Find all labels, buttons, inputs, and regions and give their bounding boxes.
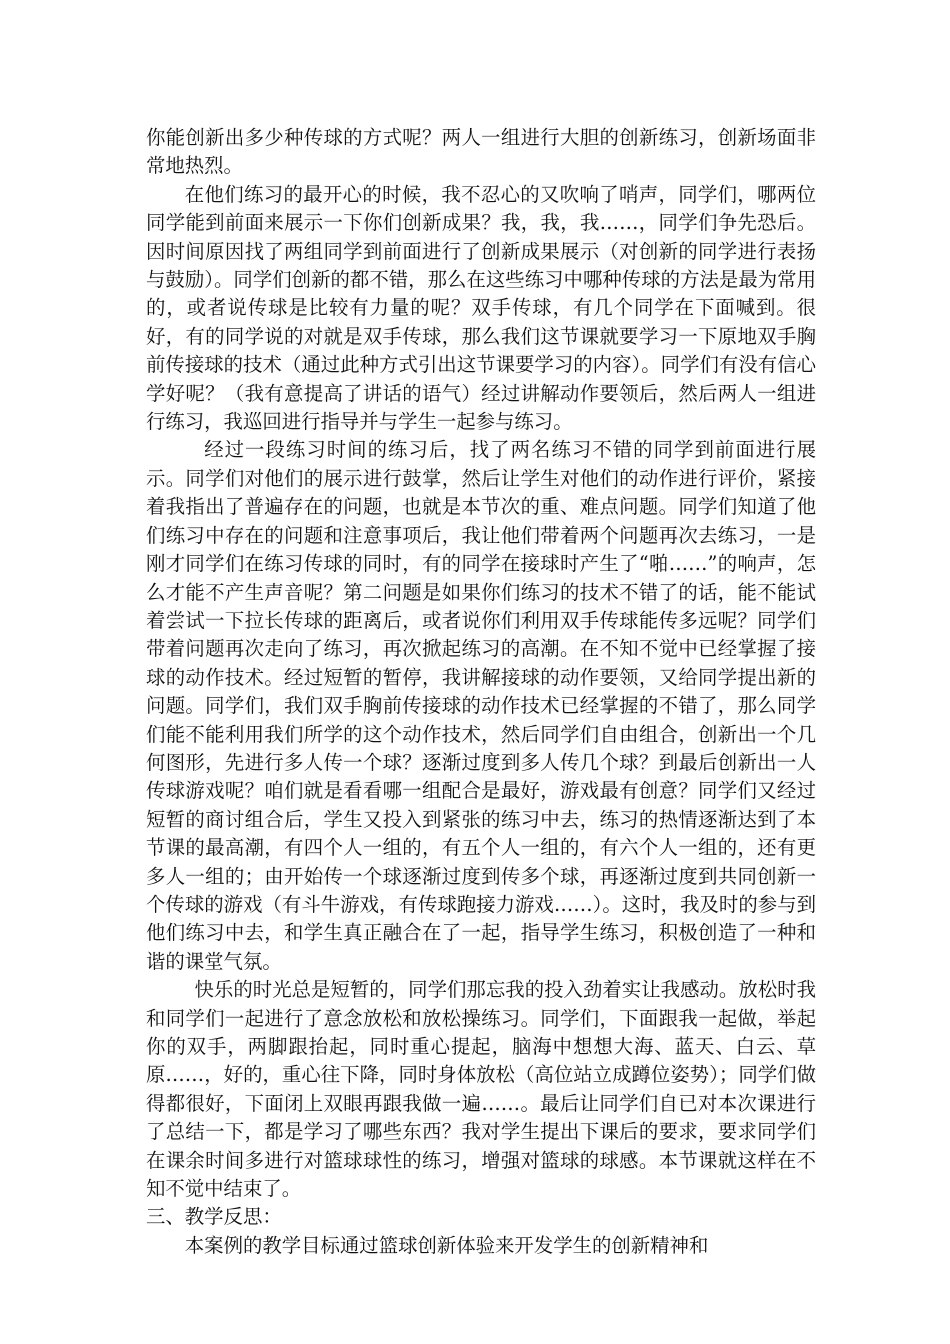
- closing-paragraph: 本案例的教学目标通过篮球创新体验来开发学生的创新精神和: [184, 1233, 709, 1257]
- document-body: [146, 124, 816, 1260]
- paragraph-2: 在他们练习的最开心的时候，我不忍心的又吹响了哨声，同学们，哪两位同学能到前面来展示一下你们创新成果？我，我，我……，同学们争先恐后。因时间原因找了两组同学到前面进行了创新成果展示（对创新的同学进行表扬与鼓励）。同学们创新的都不错，那么在这些练习中哪种传球的方法是最为常用的，或者说传球是比较有力量的呢？双手传球，有几个同学在下面喊到。很好，有的同学说的对就是双手传球，那么我们这节课就要学习一下原地双手胸前传接球的技术（通过此种方式引出这节课要学习的内容）。同学们有没有信心学好呢？（我有意提高了讲话的语气）经过讲解动作要领后，然后两人一组进行练习，我巡回进行指导并与学生一起参与练习。: [146, 182, 816, 434]
- paragraph-4: 快乐的时光总是短暂的，同学们那忘我的投入劲着实让我感动。放松时我和同学们一起进行了意念放松和放松操练习。同学们，下面跟我一起做，举起你的双手，两脚跟抬起，同时重心提起，脑海中想想大海、蓝天、白云、草原……，好的，重心往下降，同时身体放松（高位站立成蹲位姿势）；同学们做得都很好，下面闭上双眼再跟我做一遍……。最后让同学们自已对本次课进行了总结一下，都是学习了哪些东西？我对学生提出下课后的要求，要求同学们在课余时间多进行对篮球球性的练习，增强对篮球的球感。本节课就这样在不知不觉中结束了。: [146, 978, 816, 1201]
- section-heading: 三、教学反思：: [146, 1205, 282, 1229]
- paragraph-3: 经过一段练习时间的练习后，找了两名练习不错的同学到前面进行展示。同学们对他们的展示进行鼓掌，然后让学生对他们的动作进行评价，紧接着我指出了普遍存在的问题，也就是本节次的重、难点问题。同学们知道了他们练习中存在的问题和注意事项后，我让他们带着两个问题再次去练习，一是刚才同学们在练习传球的同时，有的同学在接球时产生了“啪……”的响声，怎么才能不产生声音呢？第二问题是如果你们练习的技术不错了的话，能不能试着尝试一下拉长传球的距离后，或者说你们利用双手传球能传多远呢？同学们带着问题再次走向了练习，再次掀起练习的高潮。在不知不觉中已经掌握了接球的动作技术。经过短暂的暂停，我讲解接球的动作要领，又给同学提出新的问题。同学们，我们双手胸前传接球的动作技术已经掌握的不错了，那么同学们能不能利用我们所学的这个动作技术，然后同学们自由组合，创新出一个几何图形，先进行多人传一个球？逐渐过度到多人传几个球？到最后创新出一人传球游戏呢？咱们就是看看哪一组配合是最好，游戏最有创意？同学们又经过短暂的商讨组合后，学生又投入到紧张的练习中去，练习的热情逐渐达到了本节课的最高潮，有四个人一组的，有五个人一组的，有六个人一组的，还有更多人一组的；由开始传一个球逐渐过度到传多个球，再逐渐过度到共同创新一个传球的游戏（有斗牛游戏，有传球跑接力游戏……）。这时，我及时的参与到他们练习中去，和学生真正融合在了一起，指导学生练习，积极创造了一种和谐的课堂气氛。: [146, 438, 816, 973]
- paragraph-1: 你能创新出多少种传球的方式呢？两人一组进行大胆的创新练习，创新场面非常地热烈。: [146, 126, 816, 178]
